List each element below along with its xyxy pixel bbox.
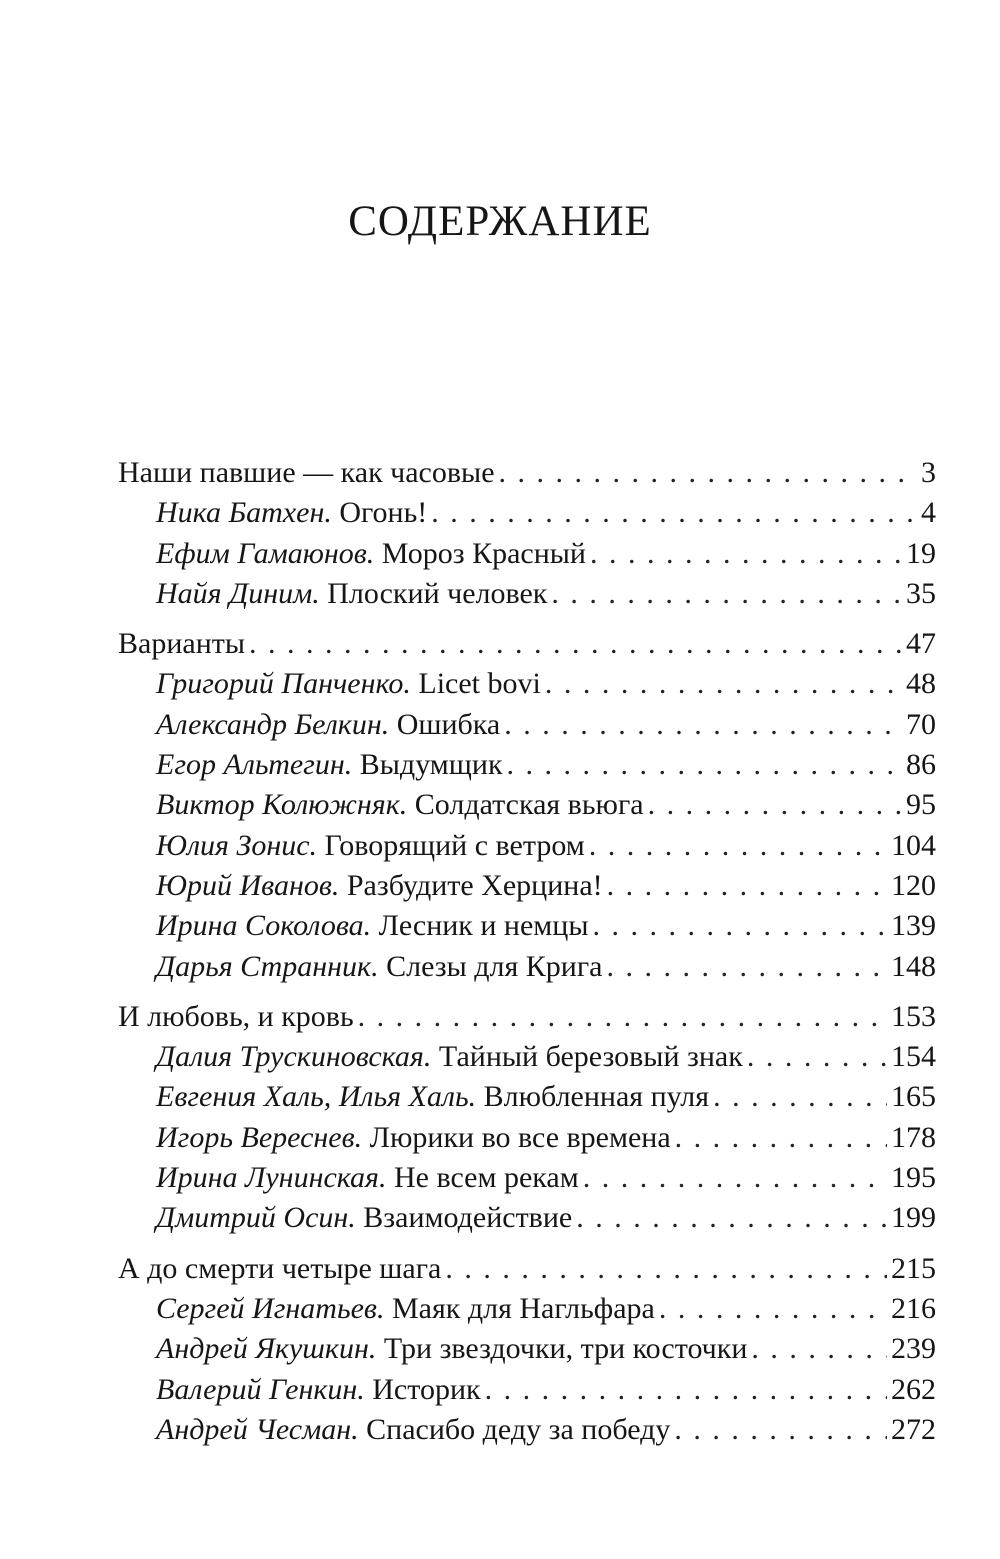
entry-author: Игорь Вереснев.	[156, 1120, 363, 1154]
entry-author: Ирина Лунинская.	[156, 1161, 387, 1195]
toc-entry[interactable]	[118, 1118, 936, 1158]
entry-title: Огонь!	[339, 496, 428, 530]
entry-title: Ошибка	[396, 707, 501, 741]
toc-entry[interactable]	[118, 1370, 936, 1410]
page-number: 153	[891, 999, 936, 1033]
page-number: 165	[891, 1080, 936, 1114]
entry-label	[156, 745, 503, 785]
entry-label	[156, 826, 585, 866]
page-number: 199	[891, 1201, 936, 1235]
section-title: Варианты	[118, 627, 246, 661]
section-title: Наши павшие — как часовые	[118, 456, 495, 489]
entry-author: Евгения Халь, Илья Халь.	[156, 1080, 477, 1114]
entry-author: Егор Альтегин.	[156, 748, 353, 782]
toc-section	[118, 997, 936, 1239]
page-number: 48	[906, 667, 936, 701]
toc-entry[interactable]	[118, 1329, 936, 1369]
entry-author: Григорий Панченко.	[156, 667, 411, 701]
toc-entry[interactable]	[118, 1077, 936, 1117]
toc-entry[interactable]	[118, 947, 936, 987]
dot-leader	[590, 534, 902, 574]
entry-author: Далия Трускиновская.	[156, 1040, 432, 1074]
section-title: А до смерти четыре шага	[118, 1251, 442, 1285]
dot-leader	[607, 866, 887, 906]
page-number: 215	[891, 1251, 936, 1285]
entry-author: Юлия Зонис.	[156, 828, 318, 862]
entry-author: Дмитрий Осин.	[156, 1201, 356, 1235]
dot-leader	[485, 1370, 887, 1410]
entry-author: Андрей Чесман.	[156, 1412, 359, 1446]
entry-author: Найя Диним.	[156, 576, 320, 610]
toc-entry[interactable]	[118, 1198, 936, 1238]
dot-leader	[249, 624, 902, 664]
entry-author: Александр Белкин.	[156, 707, 390, 741]
dot-leader	[507, 745, 902, 785]
page-number: 35	[906, 576, 936, 610]
entry-title: Спасибо деду за победу	[366, 1412, 671, 1446]
page-number: 3	[921, 456, 936, 489]
entry-author: Виктор Колюжняк.	[156, 788, 408, 822]
entry-label	[156, 664, 541, 704]
section-title: И любовь, и кровь	[118, 999, 354, 1033]
entry-title: Говорящий с ветром	[324, 828, 585, 862]
entry-label	[156, 1077, 709, 1117]
entry-title: Лесник и немцы	[378, 909, 589, 943]
toc-section-heading[interactable]	[118, 1249, 936, 1289]
toc-entry[interactable]	[118, 906, 936, 946]
entry-label	[156, 866, 603, 906]
entry-author: Юрий Иванов.	[156, 868, 340, 902]
entry-title: Историк	[372, 1372, 481, 1406]
entry-author: Андрей Якушкин.	[156, 1332, 377, 1366]
entry-label	[156, 1329, 747, 1369]
entry-title: Плоский человек	[327, 576, 548, 610]
entry-author: Ирина Соколова.	[156, 909, 372, 943]
entry-author: Дарья Странник.	[156, 949, 379, 983]
page-number: 19	[906, 536, 936, 570]
toc-entry[interactable]	[118, 1410, 936, 1450]
dot-leader	[606, 947, 887, 987]
entry-title: Три звездочки, три косточки	[383, 1332, 748, 1366]
page-number: 95	[906, 788, 936, 822]
page-number: 47	[906, 627, 936, 661]
entry-label	[156, 1158, 579, 1198]
dot-leader	[551, 574, 902, 614]
toc-entry[interactable]	[118, 574, 936, 614]
entry-label	[156, 947, 602, 987]
entry-label	[156, 1118, 671, 1158]
entry-title: Мороз Красный	[381, 536, 586, 570]
toc-entry[interactable]	[118, 534, 936, 574]
toc-entry[interactable]	[118, 1289, 936, 1329]
toc-section	[118, 624, 936, 987]
toc-entry[interactable]	[118, 664, 936, 704]
entry-label	[156, 785, 644, 825]
page-number: 195	[891, 1161, 936, 1195]
dot-leader	[713, 1077, 887, 1117]
toc-entry[interactable]	[118, 785, 936, 825]
page-number: 139	[891, 909, 936, 943]
dot-leader	[589, 826, 887, 866]
toc-entry[interactable]	[118, 705, 936, 745]
entry-label	[156, 705, 500, 745]
entry-title: Влюбленная пуля	[483, 1080, 710, 1114]
dot-leader	[545, 664, 902, 704]
entry-title: Маяк для Нагльфара	[391, 1291, 655, 1325]
entry-label	[156, 906, 589, 946]
page-number: 262	[891, 1372, 936, 1406]
entry-label	[156, 1370, 481, 1410]
toc-entry[interactable]	[118, 1037, 936, 1077]
entry-title: Тайный березовый знак	[438, 1040, 743, 1074]
entry-author: Валерий Генкин.	[156, 1372, 365, 1406]
entry-title: Разбудите Херцина!	[346, 868, 603, 902]
page-number: 178	[891, 1120, 936, 1154]
page-number: 4	[921, 496, 936, 530]
toc-entry[interactable]	[118, 493, 936, 533]
page-number: 154	[891, 1040, 936, 1074]
toc-section	[118, 453, 936, 614]
entry-author: Ника Батхен.	[156, 496, 332, 530]
dot-leader	[431, 493, 917, 533]
entry-label	[156, 1410, 670, 1450]
page-title: СОДЕРЖАНИЕ	[348, 198, 652, 245]
entry-title: Солдатская вьюга	[414, 788, 644, 822]
toc-section-heading[interactable]	[118, 997, 936, 1037]
dot-leader	[648, 785, 902, 825]
page-number: 70	[906, 707, 936, 741]
entry-label	[156, 1289, 655, 1329]
dot-leader	[499, 453, 917, 493]
entry-label	[156, 534, 586, 574]
page-number: 120	[891, 868, 936, 902]
dot-leader	[747, 1037, 887, 1077]
dot-leader	[583, 1158, 887, 1198]
page-number: 104	[891, 828, 936, 862]
entry-label	[156, 493, 427, 533]
dot-leader	[751, 1329, 887, 1369]
entry-label	[156, 1037, 743, 1077]
entry-title: Люрики во все времена	[369, 1120, 671, 1154]
page-number: 148	[891, 949, 936, 983]
entry-title: Слезы для Крига	[386, 949, 603, 983]
toc-entry[interactable]	[118, 866, 936, 906]
entry-title: Взаимодействие	[363, 1201, 573, 1235]
entry-author: Ефим Гамаюнов.	[156, 536, 375, 570]
entry-label	[156, 1198, 572, 1238]
table-of-contents	[118, 453, 936, 1460]
entry-title: Выдумщик	[359, 748, 503, 782]
dot-leader	[576, 1198, 887, 1238]
dot-leader	[675, 1118, 887, 1158]
toc-entry[interactable]	[118, 826, 936, 866]
dot-leader	[445, 1249, 887, 1289]
page-number: 216	[891, 1291, 936, 1325]
page-number: 86	[906, 748, 936, 782]
entry-author: Сергей Игнатьев.	[156, 1291, 385, 1325]
dot-leader	[504, 705, 902, 745]
dot-leader	[593, 906, 888, 946]
entry-label	[156, 574, 547, 614]
entry-title: Licet bovi	[418, 667, 541, 701]
dot-leader	[358, 997, 887, 1037]
page-number: 272	[891, 1412, 936, 1446]
toc-section-heading[interactable]	[118, 624, 936, 664]
dot-leader	[674, 1410, 887, 1450]
toc-entry[interactable]	[118, 1158, 936, 1198]
toc-section-heading[interactable]	[118, 453, 936, 493]
toc-entry[interactable]	[118, 745, 936, 785]
dot-leader	[659, 1289, 887, 1329]
toc-section	[118, 1249, 936, 1450]
page-number: 239	[891, 1332, 936, 1366]
entry-title: Не всем рекам	[394, 1161, 579, 1195]
